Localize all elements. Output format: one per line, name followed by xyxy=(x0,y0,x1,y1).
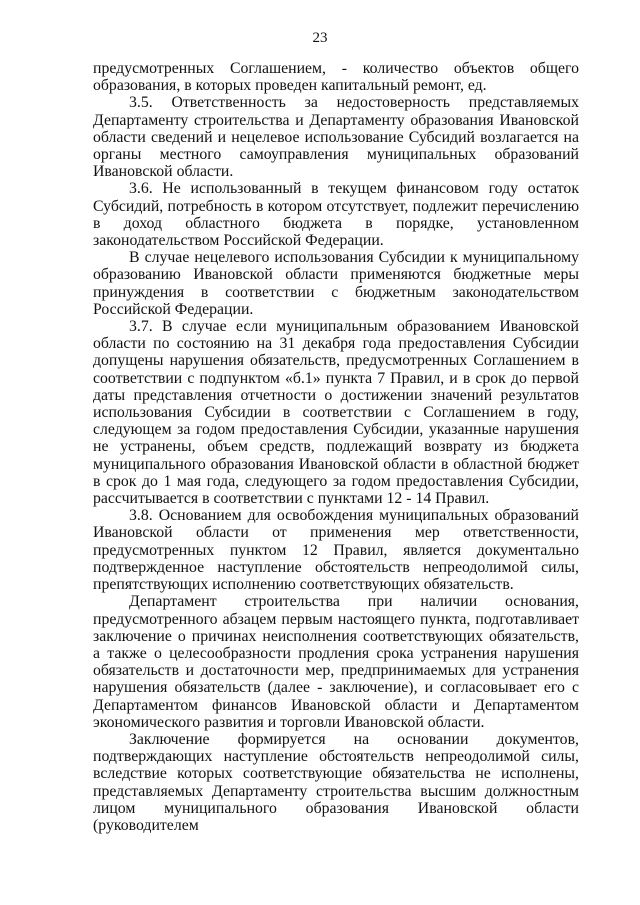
paragraph-misuse: В случае нецелевого использования Субсидии к муниципальному образованию Ивановской области применяются бюджетные меры принуждения в соответствии с бюджетным законодательством Российской Федерации. xyxy=(93,249,579,318)
paragraph-conclusion-basis: Заключение формируется на основании документов, подтверждающих наступление обстоятельств непреодолимой силы, вследствие которых соответствующие обязательства не исполнены, представляемых Департаменту строительства высшим должностным лицом муниципального образования Ивановской области (руководителем xyxy=(93,730,579,834)
paragraph-3-8: 3.8. Основанием для освобождения муниципальных образований Ивановской области от применения мер ответственности, предусмотренных пунктом 12 Правил, является документально подтвержденное наступление обстоятельств непреодолимой силы, препятствующих исполнению соответствующих обязательств. xyxy=(93,507,579,594)
paragraph-3-7: 3.7. В случае если муниципальным образованием Ивановской области по состоянию на 31 декабря года предоставления Субсидии допущены нарушения обязательств, предусмотренных Соглашением в соответствии с подпунктом «б.1» пункта 7 Правил, и в срок до первой даты представления отчетности о достижении значений результатов использования Субсидии в соответствии с Соглашением в году, следующем за годом предоставления Субсидии, указанные нарушения не устранены, объем средств, подлежащий возврату из бюджета муниципального образования Ивановской области в областной бюджет в срок до 1 мая года, следующего за годом предоставления Субсидии, рассчитывается в соответствии с пунктами 12 - 14 Правил. xyxy=(93,318,579,508)
paragraph-department-conclusion: Департамент строительства при наличии основания, предусмотренного абзацем первым настоящего пункта, подготавливает заключение о причинах неисполнения соответствующих обязательств, а также о целесообразности продления срока устранения нарушения обязательств и достаточности мер, предпринимаемых для устранения нарушения обязательств (далее - заключение), и согласовывает его с Департаментом финансов Ивановской области и Департаментом экономического развития и торговли Ивановской области. xyxy=(93,593,579,731)
paragraph-3-5: 3.5. Ответственность за недостоверность представляемых Департаменту строительства и Департаменту образования Ивановской области сведений и нецелевое использование Субсидий возлагается на органы местного самоуправления муниципальных образований Ивановской области. xyxy=(93,94,579,181)
document-body xyxy=(93,60,579,834)
page-number: 23 xyxy=(312,30,328,46)
paragraph-3-6: 3.6. Не использованный в текущем финансовом году остаток Субсидий, потребность в котором отсутствует, подлежит перечислению в доход областного бюджета в порядке, установленном законодательством Российской Федерации. xyxy=(93,180,579,250)
paragraph-continuation: предусмотренных Соглашением, - количество объектов общего образования, в которых проведен капитальный ремонт, ед. xyxy=(93,60,579,95)
